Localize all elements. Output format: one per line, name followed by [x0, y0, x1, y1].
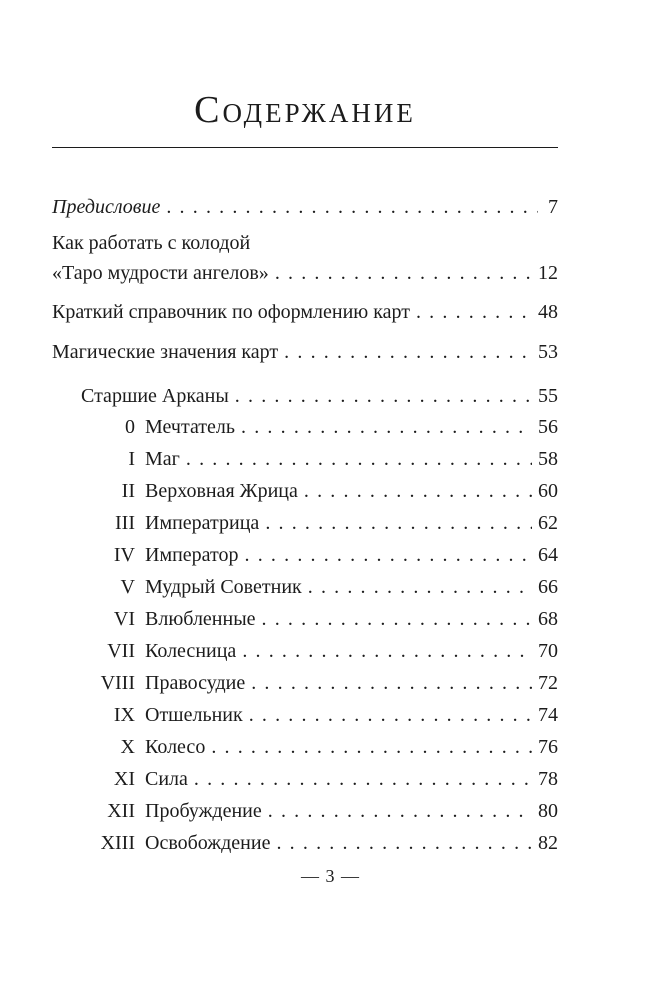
- toc-arcana-row[interactable]: [52, 767, 558, 791]
- toc-entry-page: 64: [538, 544, 558, 566]
- dot-leader: [241, 415, 532, 439]
- arcana-label: Влюбленные: [145, 608, 256, 630]
- toc-entry-page: 74: [538, 704, 558, 726]
- arcana-number: VI: [113, 608, 135, 630]
- arcana-label: Пробуждение: [145, 800, 262, 822]
- arcana-number: IX: [113, 704, 135, 726]
- arcana-number: III: [115, 512, 135, 534]
- toc-entry-page: 56: [538, 416, 558, 438]
- toc-entry-page: 82: [538, 832, 558, 854]
- toc-entry-page: 76: [538, 736, 558, 758]
- toc-section-label: Старшие Арканы: [81, 385, 229, 407]
- dot-leader: [275, 261, 532, 285]
- arcana-number: 0: [125, 416, 135, 438]
- arcana-label: Сила: [145, 768, 188, 790]
- toc-entry-page: 48: [538, 301, 558, 323]
- toc-entry-page: 68: [538, 608, 558, 630]
- arcana-number: I: [128, 448, 135, 470]
- arcana-label: Мечтатель: [145, 416, 236, 438]
- arcana-number: XIII: [100, 832, 135, 854]
- arcana-number: XII: [107, 800, 135, 822]
- arcana-number: X: [120, 736, 135, 758]
- dot-leader: [308, 575, 532, 599]
- toc-entry-label-line1: Как работать с колодой: [52, 232, 251, 254]
- dot-leader: [284, 340, 532, 364]
- toc-arcana-row[interactable]: [52, 607, 558, 631]
- toc-entry-label: «Таро мудрости ангелов»: [52, 262, 269, 284]
- toc-arcana-row[interactable]: [52, 415, 558, 439]
- toc-entry-page: 7: [548, 196, 558, 218]
- arcana-number: II: [121, 480, 135, 502]
- toc-arcana-row[interactable]: [52, 703, 558, 727]
- arcana-label: Колесо: [145, 736, 206, 758]
- toc-arcana-row[interactable]: [52, 511, 558, 535]
- dot-leader: [245, 543, 532, 567]
- dot-leader: [265, 511, 532, 535]
- dot-leader: [249, 703, 532, 727]
- toc-entry-page: 66: [538, 576, 558, 598]
- arcana-label: Колесница: [145, 640, 237, 662]
- arcana-number: VIII: [100, 672, 135, 694]
- arcana-number: V: [120, 576, 135, 598]
- dot-leader: [166, 195, 538, 219]
- dot-leader: [242, 639, 532, 663]
- toc-arcana-row[interactable]: [52, 831, 558, 855]
- toc-entry-label: Краткий справочник по оформлению карт: [52, 301, 410, 323]
- toc-arcana-row[interactable]: [52, 543, 558, 567]
- dot-leader: [268, 799, 532, 823]
- dot-leader: [262, 607, 532, 631]
- arcana-label: Императрица: [145, 512, 260, 534]
- toc-arcana-row[interactable]: [52, 671, 558, 695]
- arcana-label: Верховная Жрица: [145, 480, 298, 502]
- dot-leader: [186, 447, 532, 471]
- arcana-label: Мудрый Советник: [145, 576, 302, 598]
- dot-leader: [194, 767, 532, 791]
- dot-leader: [276, 831, 532, 855]
- toc-section-major-arcana[interactable]: [81, 384, 558, 408]
- arcana-label: Освобождение: [145, 832, 271, 854]
- arcana-number: XI: [113, 768, 135, 790]
- toc-entry-page: 58: [538, 448, 558, 470]
- dot-leader: [211, 735, 532, 759]
- toc-entry-page: 78: [538, 768, 558, 790]
- toc-entry-magic-meanings[interactable]: [52, 340, 558, 364]
- table-of-contents: [52, 0, 558, 1000]
- toc-entry-page: 12: [538, 262, 558, 284]
- page-title: Содержание: [194, 89, 416, 131]
- arcana-number: VII: [107, 640, 135, 662]
- arcana-label: Отшельник: [145, 704, 243, 726]
- toc-entry-page: 62: [538, 512, 558, 534]
- toc-entry-page: 55: [538, 385, 558, 407]
- toc-entry-page: 60: [538, 480, 558, 502]
- arcana-label: Император: [145, 544, 239, 566]
- toc-entry-how-to-work[interactable]: [52, 261, 558, 285]
- toc-arcana-row[interactable]: [52, 575, 558, 599]
- toc-arcana-row[interactable]: [52, 447, 558, 471]
- toc-entry-page: 70: [538, 640, 558, 662]
- arcana-label: Правосудие: [145, 672, 246, 694]
- toc-arcana-row[interactable]: [52, 639, 558, 663]
- dot-leader: [235, 384, 532, 408]
- arcana-label: Маг: [145, 448, 180, 470]
- toc-entry-label: Магические значения карт: [52, 341, 279, 363]
- toc-entry-page: 72: [538, 672, 558, 694]
- dot-leader: [416, 300, 532, 324]
- toc-arcana-row[interactable]: [52, 799, 558, 823]
- toc-entry-page: 53: [538, 341, 558, 363]
- dot-leader: [304, 479, 532, 503]
- toc-entry-page: 80: [538, 800, 558, 822]
- page-number-footer: — 3 —: [301, 866, 360, 886]
- toc-arcana-row[interactable]: [52, 479, 558, 503]
- toc-entry-label: Предисловие: [52, 196, 161, 218]
- arcana-number: IV: [113, 544, 135, 566]
- dot-leader: [251, 671, 532, 695]
- toc-arcana-row[interactable]: [52, 735, 558, 759]
- toc-entry-card-guide[interactable]: [52, 300, 558, 324]
- toc-entry-preface[interactable]: [52, 195, 558, 219]
